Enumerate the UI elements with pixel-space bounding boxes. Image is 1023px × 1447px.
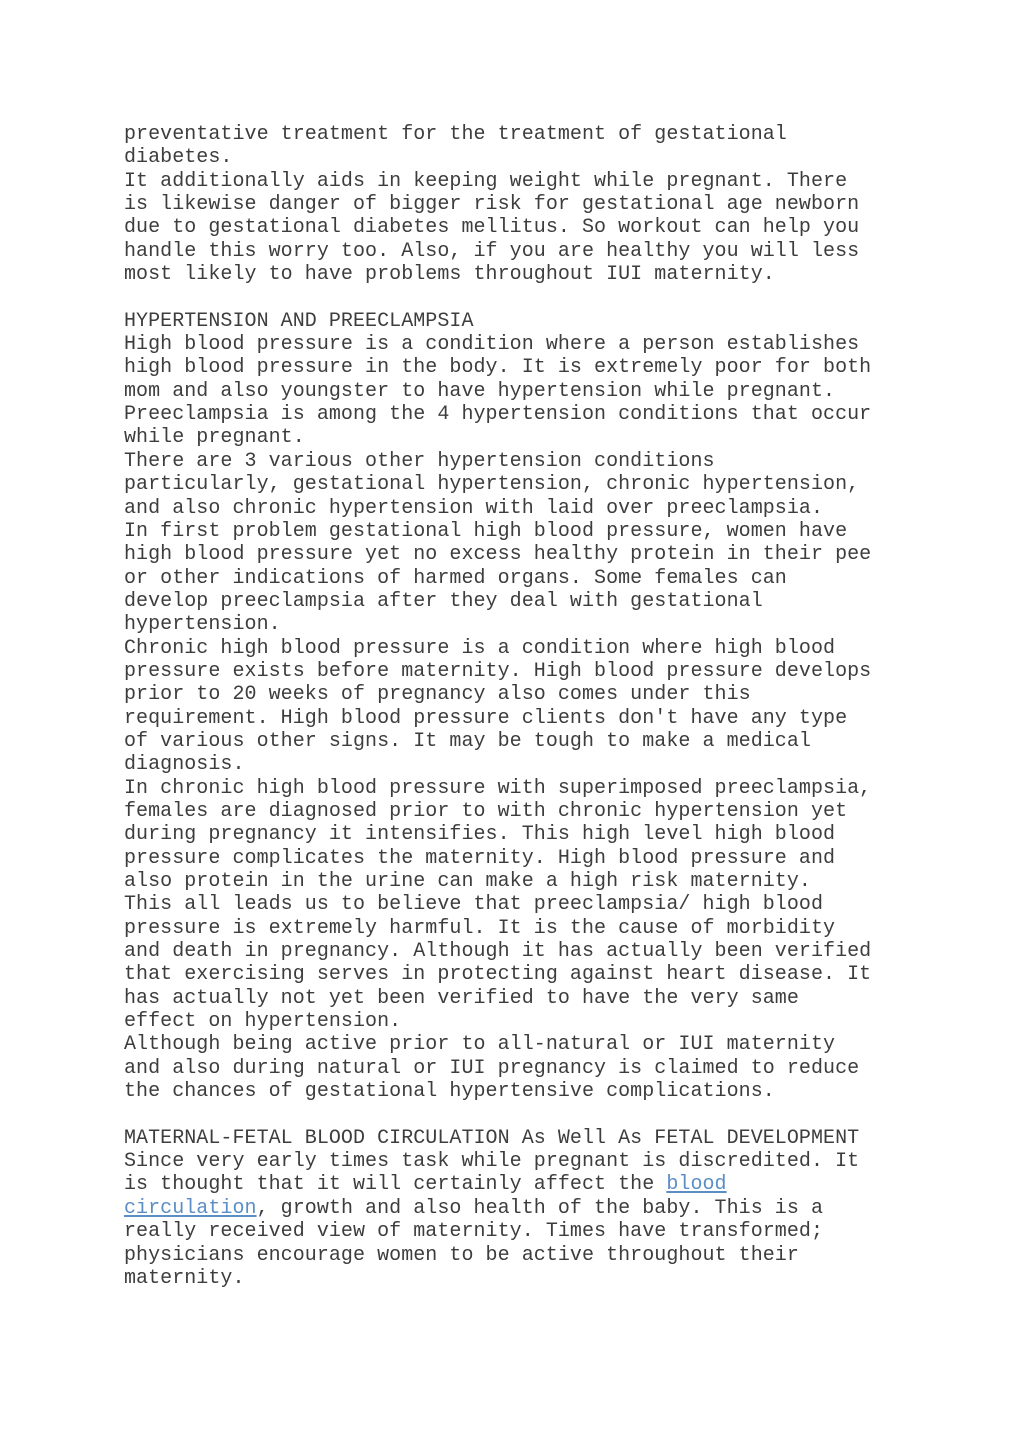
text-line: is likewise danger of bigger risk for gestational age newborn <box>124 193 860 217</box>
text-line: This all leads us to believe that preeclampsia/ high blood <box>124 893 824 917</box>
text-line: prior to 20 weeks of pregnancy also comes under this <box>124 683 751 707</box>
text-line: high blood pressure yet no excess healthy protein in their pee <box>124 543 872 567</box>
text-line: requirement. High blood pressure clients don't have any type <box>124 706 848 730</box>
text-line: pressure exists before maternity. High blood pressure develops <box>124 659 872 683</box>
text-line: mom and also youngster to have hypertension while pregnant. <box>124 379 836 403</box>
text-line: preventative treatment for the treatment of gestational <box>124 123 787 146</box>
circulation-paragraph <box>124 1150 904 1290</box>
text-line: hypertension. <box>124 613 281 637</box>
text-line: high blood pressure in the body. It is extremely poor for both <box>124 356 872 380</box>
text-segment: , growth and also health of the baby. This is a <box>256 1196 824 1220</box>
text-line: High blood pressure is a condition where a person establishes <box>124 333 860 357</box>
text-line: or other indications of harmed organs. Some females can <box>124 566 787 590</box>
text-line: really received view of maternity. Times have transformed; <box>124 1220 824 1244</box>
text-line: pressure complicates the maternity. High blood pressure and <box>124 846 836 870</box>
text-line: also protein in the urine can make a high risk maternity. <box>124 870 811 893</box>
blank-line <box>124 1103 904 1126</box>
text-line: and also chronic hypertension with laid over preeclampsia. <box>124 496 824 520</box>
text-line: In chronic high blood pressure with superimposed preeclampsia, <box>124 776 872 800</box>
text-line: effect on hypertension. <box>124 1010 402 1034</box>
text-line: Although being active prior to all-natural or IUI maternity <box>124 1033 836 1057</box>
hypertension-paragraph <box>124 333 904 1103</box>
text-line: of various other signs. It may be tough to make a medical <box>124 729 811 753</box>
text-line: that exercising serves in protecting against heart disease. It <box>124 963 872 987</box>
text-line: It additionally aids in keeping weight while pregnant. There <box>124 169 848 193</box>
text-line: physicians encourage women to be active throughout their <box>124 1243 799 1267</box>
section-heading-circulation: MATERNAL-FETAL BLOOD CIRCULATION As Well As FETAL DEVELOPMENT <box>124 1126 860 1150</box>
blood-circulation-link[interactable]: circulation <box>124 1196 257 1220</box>
text-line: and death in pregnancy. Although it has actually been verified <box>124 940 872 964</box>
text-line: Chronic high blood pressure is a condition where high blood <box>124 636 836 660</box>
text-line: maternity. <box>124 1266 245 1290</box>
text-line: most likely to have problems throughout IUI maternity. <box>124 263 775 287</box>
text-line: pressure is extremely harmful. It is the cause of morbidity <box>124 916 836 940</box>
text-line: diagnosis. <box>124 753 245 777</box>
text-line: There are 3 various other hypertension conditions <box>124 449 715 473</box>
text-line: Preeclampsia is among the 4 hypertension conditions that occur <box>124 403 872 427</box>
text-line: In first problem gestational high blood pressure, women have <box>124 519 848 543</box>
text-line: particularly, gestational hypertension, chronic hypertension, <box>124 473 860 497</box>
text-line: females are diagnosed prior to with chronic hypertension yet <box>124 799 848 823</box>
text-line: handle this worry too. Also, if you are healthy you will less <box>124 239 860 263</box>
text-segment: is thought that it will certainly affect the <box>124 1173 667 1197</box>
text-line: Since very early times task while pregnant is discredited. It <box>124 1150 860 1174</box>
text-line: during pregnancy it intensifies. This high level high blood <box>124 823 836 847</box>
text-line: develop preeclampsia after they deal with gestational <box>124 589 763 613</box>
section-heading-hypertension: HYPERTENSION AND PREECLAMPSIA <box>124 309 474 333</box>
text-line: while pregnant. <box>124 426 305 450</box>
blank-line <box>124 286 904 309</box>
text-line: the chances of gestational hypertensive complications. <box>124 1080 775 1104</box>
document-page <box>124 123 904 1290</box>
text-line: due to gestational diabetes mellitus. So workout can help you <box>124 216 860 240</box>
intro-paragraph <box>124 123 904 286</box>
text-line: has actually not yet been verified to have the very same <box>124 986 799 1010</box>
text-line: and also during natural or IUI pregnancy is claimed to reduce <box>124 1056 860 1080</box>
text-line <box>124 1173 904 1196</box>
text-line <box>124 1197 904 1220</box>
text-line: diabetes. <box>124 146 233 170</box>
blood-circulation-link[interactable]: blood <box>666 1173 727 1197</box>
